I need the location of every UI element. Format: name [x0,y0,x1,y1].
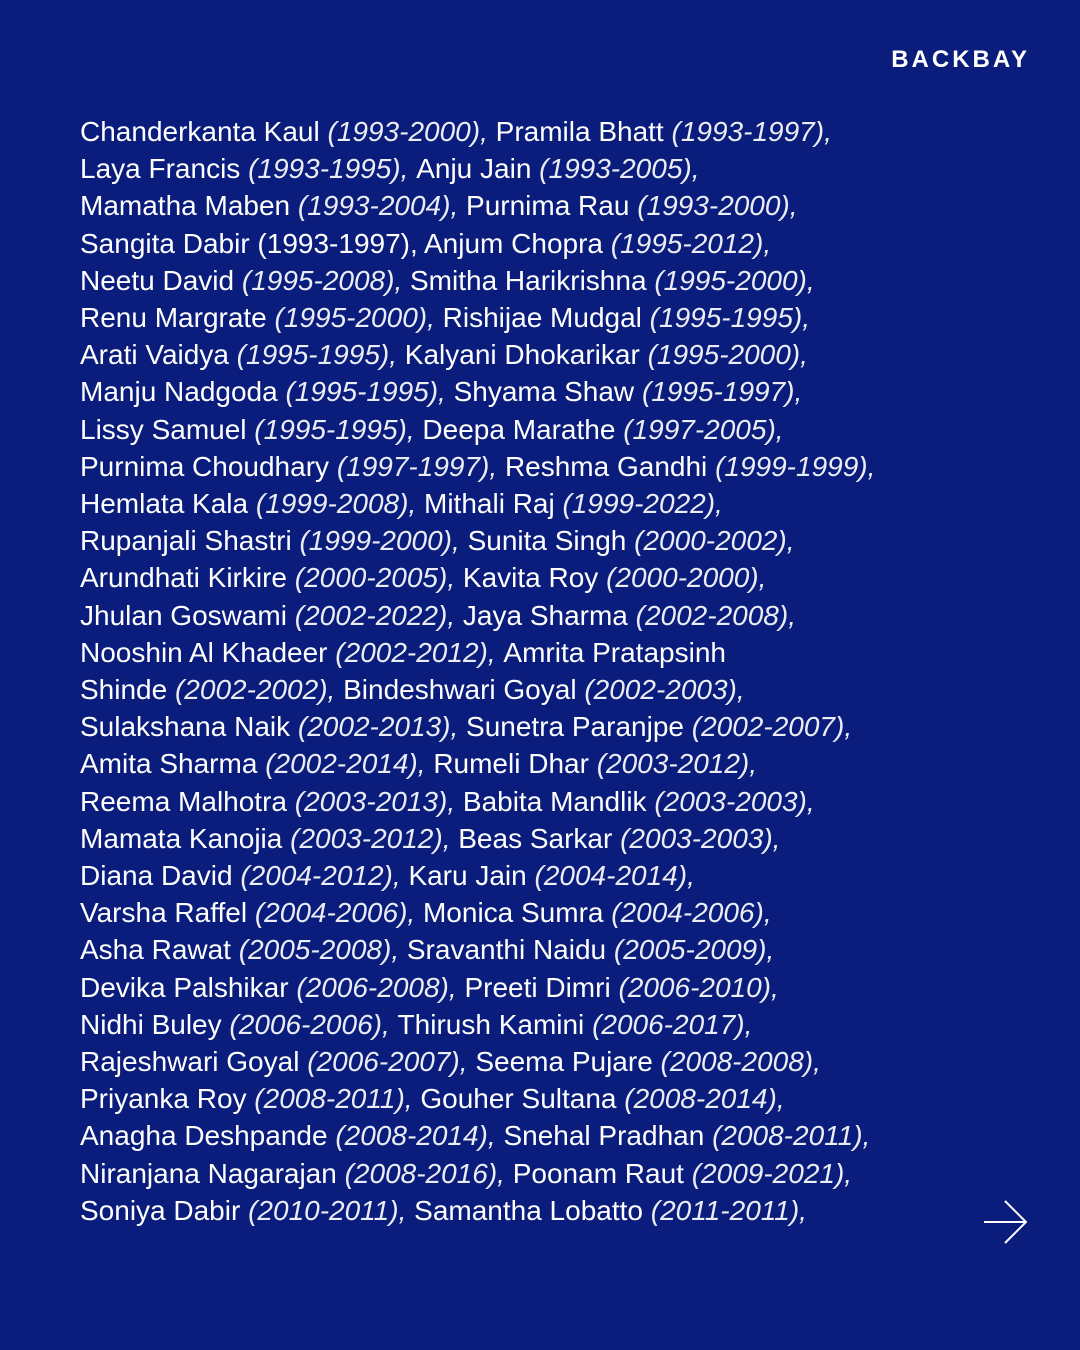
separator: , [772,822,781,854]
player-years: (2002-2013) [297,711,451,743]
player-entry [503,637,726,668]
player-entry [80,786,447,817]
player-entry [405,339,800,370]
separator: , [736,674,745,706]
player-entry [80,934,391,965]
separator: , [806,785,815,817]
roster-line [80,671,980,708]
roster-line [80,597,980,634]
separator: , [389,339,405,371]
player-years: (1995-1995) [285,376,439,408]
separator: , [799,1194,807,1226]
player-name: Nooshin Al Khadeer [80,636,328,668]
player-years: (1999-1999) [715,450,868,482]
player-entry [80,376,438,407]
player-entry [80,748,418,779]
roster-line [80,1043,980,1080]
player-years: (2003-2013) [294,785,448,817]
player-name: Bindeshwari Goyal [343,674,577,706]
player-roster [80,113,980,1229]
player-entry [80,1009,382,1040]
separator: , [450,190,467,222]
player-name: Mamatha Maben [80,190,291,222]
separator: , [487,1120,504,1152]
player-name: Shyama Shaw [453,376,635,408]
roster-line [80,373,980,410]
separator: , [489,450,505,482]
player-name: Arati Vaidya [80,339,229,371]
player-entry [433,748,749,779]
roster-line [80,745,980,782]
player-name: Monica Sumra [422,897,604,929]
player-years: (1993-1997) [671,116,825,147]
separator: , [763,227,772,259]
roster-line [80,113,980,150]
player-entry [80,190,450,221]
roster-line [80,820,980,857]
player-entry [410,265,807,296]
separator: , [447,785,463,817]
player-years: (2002-2022) [294,599,448,631]
separator: , [448,971,465,1003]
separator: , [392,860,409,892]
separator: , [487,636,504,668]
player-entry [80,153,401,184]
separator: , [862,1120,871,1152]
separator: , [447,562,463,594]
separator: , [715,488,723,520]
player-entry [80,1195,399,1226]
player-years: (2002-2002) [174,674,328,706]
player-years: (2002-2003) [584,674,737,706]
player-years: (1999-2000) [299,525,453,557]
player-years: (1995-1995) [649,302,803,334]
player-years: (2006-2008) [296,971,449,1003]
player-name: Gouher Sultana [420,1083,617,1115]
player-entry [407,934,767,965]
separator: , [691,153,700,185]
roster-line [80,225,980,262]
player-name: Purnima Rau [466,190,630,222]
player-name: Manju Nadgoda [80,376,278,408]
roster-line [80,522,980,559]
roster-line [80,1192,980,1229]
player-years: (2010-2011) [248,1194,399,1226]
player-entry [423,897,764,928]
player-years: (2004-2014) [534,860,688,892]
player-years: (2003-2003) [620,822,773,854]
player-entry [343,674,737,705]
player-name: Sravanthi Naidu [406,934,607,966]
roster-line [80,708,980,745]
player-name: Kavita Roy [462,562,599,594]
player-name: Arundhati Kirkire [80,562,287,594]
player-years: (2006-2006) [229,1008,382,1040]
player-entry [80,1046,460,1077]
player-entry [422,414,775,445]
separator: , [438,376,454,408]
player-name: Diana David [80,860,233,892]
player-name: Amrita Pratapsinh [503,636,726,668]
player-name: Asha Rawat [80,934,231,966]
player-entry [80,1083,405,1114]
player-name: Mithali Raj [424,488,555,520]
player-years: (2005-2009) [613,934,767,966]
player-years: (1993-2004) [297,190,451,222]
player-years: (2000-2002) [634,525,787,557]
player-name: Thirush Kamini [397,1008,585,1040]
roster-line [80,634,980,671]
separator: , [794,376,803,408]
player-years: (1995-2008) [241,264,395,296]
player-name: Renu Margrate [80,302,267,334]
player-years: (1999-2008) [255,488,409,520]
roster-line [80,150,980,187]
roster-line [80,485,980,522]
player-years: (2008-2014) [624,1083,777,1115]
player-years: (2003-2003) [654,785,807,817]
separator: , [459,1046,476,1078]
brand-logo: BACKBAY [891,46,1030,73]
roster-line [80,931,980,968]
player-name: Sunetra Paranjpe [466,711,684,743]
separator: , [789,190,798,222]
player-entry [80,414,407,445]
player-years: (1995-1995) [254,413,407,445]
player-name: Rajeshwari Goyal [80,1046,300,1078]
separator: , [391,934,407,966]
roster-line [80,1006,980,1043]
player-entry [475,1046,813,1077]
player-entry [505,451,868,482]
separator: , [394,264,410,296]
player-years: (1995-2012) [610,227,764,259]
player-years: (1997-1997) [336,450,490,482]
separator: , [763,897,772,929]
player-years: (1993-2000) [637,190,790,222]
player-name: Hemlata Kala [80,488,249,520]
player-entry [80,228,410,259]
roster-line [80,1080,980,1117]
roster-line [80,299,980,336]
player-entry [424,228,763,259]
player-years: (2002-2012) [335,636,488,668]
separator: , [802,302,811,334]
player-name: Poonam Raut [512,1157,684,1189]
player-entry [464,972,771,1003]
player-name: Snehal Pradhan [503,1120,705,1152]
player-entry [466,190,790,221]
separator: , [771,971,779,1003]
separator: , [407,897,423,929]
player-entry [80,711,450,742]
player-name: Anju Jain [416,153,532,185]
player-entry [454,376,795,407]
roster-line [80,1155,980,1192]
player-entry [80,339,389,370]
player-name: Amita Sharma [80,748,258,780]
player-entry [443,302,803,333]
roster-line [80,336,980,373]
player-years: (1997-2005) [623,413,776,445]
player-entry [80,674,328,705]
player-name: Rumeli Dhar [433,748,589,780]
player-name: Deepa Marathe [422,413,616,445]
player-name: Chanderkanta Kaul [80,116,320,147]
separator: , [450,711,467,743]
separator: , [398,1194,415,1226]
player-name: Smitha Harikrishna [410,264,647,296]
player-entry [416,153,692,184]
player-entry [468,525,787,556]
roster-line [80,559,980,596]
player-entry [420,1083,776,1114]
player-entry [496,116,824,147]
player-entry [80,1120,488,1151]
player-years: (1993-2005) [539,153,692,185]
player-entry [80,972,449,1003]
player-years: (1995-1997) [641,376,795,408]
roster-line [80,187,980,224]
separator: , [427,302,443,334]
player-name: Samantha Lobatto [414,1194,643,1226]
player-entry [466,711,844,742]
separator: , [813,1046,821,1078]
player-years: (2008-2011) [254,1083,405,1115]
player-years: (2003-2012) [290,822,443,854]
player-name: Seema Pujare [475,1046,653,1078]
player-years: (2009-2021) [691,1157,845,1189]
separator: , [776,1083,785,1115]
roster-line [80,783,980,820]
roster-line [80,857,980,894]
player-name: Reema Malhotra [80,785,287,817]
player-entry [398,1009,745,1040]
player-name: Anjum Chopra [424,227,603,259]
player-years: (2002-2007) [691,711,845,743]
separator: , [786,525,795,557]
player-years: (2008-2014) [335,1120,488,1152]
player-entry [503,1120,862,1151]
player-entry [463,600,788,631]
player-entry [463,562,759,593]
player-entry [80,116,480,147]
player-entry [80,1158,497,1189]
player-entry [458,823,772,854]
player-name: Jaya Sharma [462,599,628,631]
player-name: Anagha Deshpande [80,1120,328,1152]
separator: , [775,413,784,445]
player-years: (1995-1995) [236,339,390,371]
separator: , [844,1157,853,1189]
separator: , [844,711,853,743]
player-name: Reshma Gandhi [504,450,708,482]
separator: , [409,227,424,259]
player-name: Shinde [80,674,168,706]
player-name: Soniya Dabir [80,1194,241,1226]
player-entry [80,562,447,593]
player-name: Jhulan Goswami [80,599,287,631]
separator: , [744,1008,753,1040]
roster-line [80,411,980,448]
player-name: Varsha Raffel [80,897,248,929]
player-years: (2008-2008) [660,1046,814,1078]
separator: , [806,264,815,296]
player-name: Neetu David [80,264,235,296]
player-years: (1999-2022) [562,488,716,520]
player-name: Laya Francis [80,153,241,185]
separator: , [480,116,496,147]
player-years: (2006-2017) [592,1008,745,1040]
player-years: (2004-2006) [254,897,408,929]
player-name: Karu Jain [408,860,527,892]
player-entry [80,637,488,668]
player-years: (2000-2000) [606,562,759,594]
player-entry [80,860,393,891]
separator: , [442,822,459,854]
separator: , [749,748,758,780]
player-entry [414,1195,799,1226]
player-entry [80,525,452,556]
player-years: (2004-2012) [240,860,393,892]
player-name: Rishijae Mudgal [442,302,642,334]
separator: , [800,339,808,371]
separator: , [404,1083,421,1115]
player-years: (2008-2016) [344,1157,498,1189]
player-entry [80,302,427,333]
player-entry [408,860,687,891]
separator: , [417,748,434,780]
player-years: (1995-2000) [647,339,801,371]
roster-line [80,1117,980,1154]
player-name: Priyanka Roy [80,1083,247,1115]
player-years: (2008-2011) [712,1120,863,1152]
separator: , [766,934,775,966]
player-name: Devika Palshikar [80,971,289,1003]
player-years: (2002-2014) [265,748,418,780]
player-name: Sangita Dabir (1993-1997) [80,227,410,259]
player-name: Pramila Bhatt [495,116,664,147]
player-name: Preeti Dimri [464,971,611,1003]
player-years: (2003-2012) [596,748,750,780]
player-years: (2005-2008) [238,934,392,966]
player-years: (2006-2010) [618,971,772,1003]
roster-line [80,448,980,485]
player-entry [80,823,443,854]
player-entry [463,786,807,817]
arrow-right-icon [982,1198,1030,1246]
player-name: Rupanjali Shastri [80,525,292,557]
player-years: (2000-2005) [294,562,448,594]
player-name: Sunita Singh [467,525,627,557]
player-years: (2006-2007) [307,1046,460,1078]
player-entry [513,1158,845,1189]
separator: , [400,153,417,185]
roster-line [80,262,980,299]
player-entry [80,488,408,519]
player-years: (1993-2000) [327,116,481,147]
separator: , [824,116,832,147]
player-name: Purnima Choudhary [80,450,330,482]
player-years: (2011-2011) [650,1194,800,1226]
separator: , [788,599,796,631]
player-years: (2004-2006) [611,897,764,929]
player-years: (2002-2008) [635,599,789,631]
player-years: (1995-2000) [274,302,428,334]
separator: , [758,562,767,594]
player-name: Beas Sarkar [458,822,613,854]
player-name: Sulakshana Naik [80,711,291,743]
roster-line [80,894,980,931]
player-years: (1995-2000) [654,264,807,296]
separator: , [447,599,463,631]
player-entry [80,451,489,482]
next-arrow-icon[interactable] [982,1198,1030,1246]
player-entry [80,600,447,631]
separator: , [497,1157,513,1189]
player-name: Kalyani Dhokarikar [404,339,640,371]
player-name: Nidhi Buley [80,1008,222,1040]
player-entry [80,897,407,928]
separator: , [327,674,344,706]
separator: , [867,450,876,482]
separator: , [381,1008,398,1040]
player-name: Niranjana Nagarajan [80,1157,337,1189]
player-name: Lissy Samuel [80,413,247,445]
player-name: Mamata Kanojia [80,822,283,854]
separator: , [452,525,468,557]
player-name: Babita Mandlik [462,785,647,817]
separator: , [406,413,423,445]
player-years: (1993-1995) [248,153,401,185]
roster-line [80,969,980,1006]
player-entry [424,488,715,519]
player-entry [80,265,394,296]
separator: , [687,860,695,892]
separator: , [408,488,424,520]
